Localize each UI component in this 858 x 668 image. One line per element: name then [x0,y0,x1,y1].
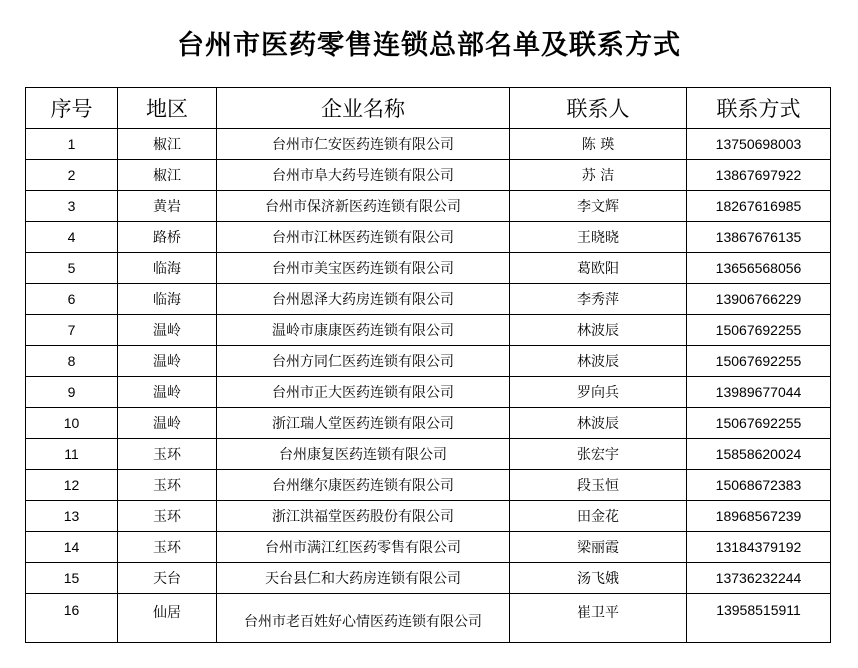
table-row [26,253,831,284]
header-contact-phone: 联系方式 [687,88,831,129]
company-cell: 台州方同仁医药连锁有限公司 [217,346,510,377]
region-cell: 玉环 [118,532,217,563]
row-index: 13 [26,501,118,532]
phone-cell: 13867697922 [687,160,831,191]
phone-cell: 15067692255 [687,346,831,377]
region-cell: 温岭 [118,377,217,408]
phone-cell: 13184379192 [687,532,831,563]
contact-person-cell: 罗向兵 [510,377,687,408]
region-cell: 玉环 [118,439,217,470]
company-cell: 台州市美宝医药连锁有限公司 [217,253,510,284]
contact-person-cell: 陈 瑛 [510,129,687,160]
row-index: 1 [26,129,118,160]
page-title: 台州市医药零售连锁总部名单及联系方式 [177,30,681,61]
company-cell: 天台县仁和大药房连锁有限公司 [217,563,510,594]
table-row [26,315,831,346]
contact-person-cell: 李秀萍 [510,284,687,315]
row-index: 7 [26,315,118,346]
company-cell: 台州市仁安医药连锁有限公司 [217,129,510,160]
row-index: 16 [26,594,118,643]
table-row [26,594,831,643]
phone-cell: 13958515911 [687,594,831,643]
table-row [26,222,831,253]
contact-person-cell: 葛欧阳 [510,253,687,284]
contact-person-cell: 田金花 [510,501,687,532]
phone-cell: 13906766229 [687,284,831,315]
region-cell: 临海 [118,253,217,284]
contact-person-cell: 王晓晓 [510,222,687,253]
table-body [26,129,831,643]
contact-person-cell: 林波辰 [510,346,687,377]
contact-person-cell: 林波辰 [510,408,687,439]
header-row [26,88,831,129]
table-row [26,129,831,160]
phone-cell: 15068672383 [687,470,831,501]
header-index: 序号 [26,88,118,129]
company-cell: 台州市老百姓好心情医药连锁有限公司 [217,594,510,643]
company-cell: 台州继尔康医药连锁有限公司 [217,470,510,501]
header-contact-person: 联系人 [510,88,687,129]
phone-cell: 13989677044 [687,377,831,408]
row-index: 2 [26,160,118,191]
table-row [26,501,831,532]
company-cell: 台州恩泽大药房连锁有限公司 [217,284,510,315]
pharmacy-roster-table [25,87,831,643]
row-index: 9 [26,377,118,408]
phone-cell: 15067692255 [687,315,831,346]
region-cell: 仙居 [118,594,217,643]
table-row [26,160,831,191]
row-index: 4 [26,222,118,253]
region-cell: 玉环 [118,501,217,532]
row-index: 8 [26,346,118,377]
phone-cell: 13750698003 [687,129,831,160]
contact-person-cell: 梁丽霞 [510,532,687,563]
region-cell: 玉环 [118,470,217,501]
phone-cell: 15858620024 [687,439,831,470]
region-cell: 椒江 [118,160,217,191]
company-cell: 浙江洪福堂医药股份有限公司 [217,501,510,532]
company-cell: 温岭市康康医药连锁有限公司 [217,315,510,346]
table-row [26,377,831,408]
table-row [26,532,831,563]
phone-cell: 18968567239 [687,501,831,532]
company-cell: 台州市江林医药连锁有限公司 [217,222,510,253]
region-cell: 椒江 [118,129,217,160]
contact-person-cell: 苏 洁 [510,160,687,191]
row-index: 3 [26,191,118,222]
phone-cell: 13656568056 [687,253,831,284]
region-cell: 临海 [118,284,217,315]
company-cell: 台州市阜大药号连锁有限公司 [217,160,510,191]
row-index: 11 [26,439,118,470]
region-cell: 温岭 [118,315,217,346]
contact-person-cell: 李文辉 [510,191,687,222]
region-cell: 天台 [118,563,217,594]
table-row [26,439,831,470]
company-cell: 浙江瑞人堂医药连锁有限公司 [217,408,510,439]
row-index: 5 [26,253,118,284]
contact-person-cell: 汤飞娥 [510,563,687,594]
table-row [26,563,831,594]
table-row [26,408,831,439]
table-header [26,88,831,129]
contact-person-cell: 崔卫平 [510,594,687,643]
row-index: 6 [26,284,118,315]
row-index: 12 [26,470,118,501]
company-cell: 台州市保济新医药连锁有限公司 [217,191,510,222]
header-company: 企业名称 [217,88,510,129]
contact-person-cell: 林波辰 [510,315,687,346]
row-index: 14 [26,532,118,563]
contact-person-cell: 张宏宇 [510,439,687,470]
phone-cell: 18267616985 [687,191,831,222]
phone-cell: 13736232244 [687,563,831,594]
region-cell: 黄岩 [118,191,217,222]
phone-cell: 13867676135 [687,222,831,253]
company-cell: 台州康复医药连锁有限公司 [217,439,510,470]
region-cell: 温岭 [118,346,217,377]
row-index: 15 [26,563,118,594]
table-row [26,191,831,222]
table-row [26,284,831,315]
region-cell: 路桥 [118,222,217,253]
table-row [26,346,831,377]
header-region: 地区 [118,88,217,129]
contact-person-cell: 段玉恒 [510,470,687,501]
table-row [26,470,831,501]
region-cell: 温岭 [118,408,217,439]
phone-cell: 15067692255 [687,408,831,439]
company-cell: 台州市满江红医药零售有限公司 [217,532,510,563]
row-index: 10 [26,408,118,439]
company-cell: 台州市正大医药连锁有限公司 [217,377,510,408]
